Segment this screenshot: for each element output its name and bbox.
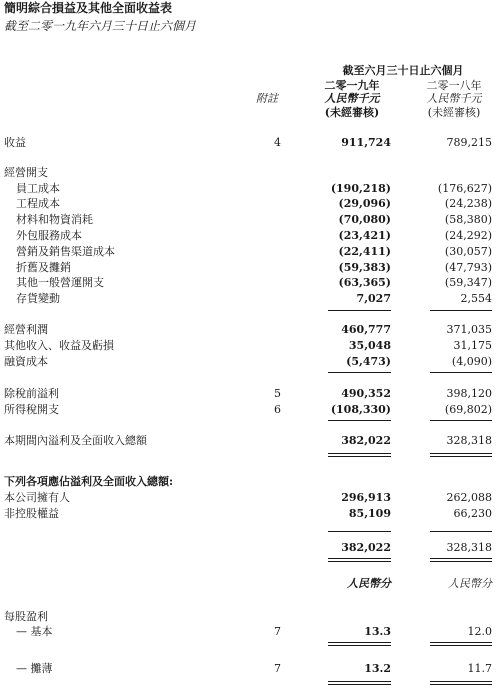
value-2019: (63,365) xyxy=(338,276,391,289)
double-rule xyxy=(328,453,391,457)
row-label: 外包服務成本 xyxy=(16,229,82,242)
value-2019: 382,022 xyxy=(341,434,391,447)
row-label: 折舊及攤銷 xyxy=(16,261,71,274)
row-label: — 基本 xyxy=(16,625,53,638)
section-heading: 每股盈利 xyxy=(4,610,48,623)
audit-2018-header: (未經審核) xyxy=(427,106,481,119)
note-header: 附註 xyxy=(256,92,278,105)
value-2019: (23,421) xyxy=(338,229,391,242)
section-heading: 下列各項應佔溢利及全面收入總額: xyxy=(4,475,174,488)
value-2018: (59,347) xyxy=(444,276,492,289)
rule xyxy=(430,310,492,311)
value-2019: 35,048 xyxy=(348,339,391,352)
row-label: 營銷及銷售渠道成本 xyxy=(16,245,115,258)
value-2019: (5,473) xyxy=(346,355,391,368)
value-2018: (4,090) xyxy=(451,355,492,368)
value-2019: (70,080) xyxy=(338,213,391,226)
value-2019: (190,218) xyxy=(330,182,391,195)
value-2019: 13.2 xyxy=(364,662,391,675)
unit-2019-header: 人民幣千元 xyxy=(324,92,380,105)
value-2018: (69,802) xyxy=(444,403,492,416)
rule xyxy=(328,531,391,532)
value-2019: 85,109 xyxy=(348,507,391,520)
row-label: 工程成本 xyxy=(16,197,60,210)
value-2018: 66,230 xyxy=(453,507,492,520)
value-2018: 371,035 xyxy=(446,323,492,336)
row-label: 經營利潤 xyxy=(4,323,48,336)
row-label: 本公司擁有人 xyxy=(4,491,70,504)
eps-unit-2018: 人民幣分 xyxy=(448,577,492,590)
eps-unit-2019: 人民幣分 xyxy=(347,577,391,590)
value-2018: 398,120 xyxy=(446,387,492,400)
value-2019: 911,724 xyxy=(341,136,391,149)
value-2018: (47,793) xyxy=(444,261,492,274)
period-header: 截至六月三十日止六個月 xyxy=(342,64,464,77)
rule xyxy=(430,420,492,421)
value-2019: 460,777 xyxy=(341,323,391,336)
row-label: 材料和物資消耗 xyxy=(16,213,93,226)
value-2018: (24,238) xyxy=(444,197,492,210)
page-title: 簡明綜合損益及其他全面收益表 xyxy=(4,1,173,15)
row-label: 所得稅開支 xyxy=(4,403,59,416)
value-2018: (176,627) xyxy=(437,182,492,195)
double-rule xyxy=(328,642,391,646)
row-label: — 攤薄 xyxy=(16,662,53,675)
value-2019: (22,411) xyxy=(338,245,391,258)
value-2019: (108,330) xyxy=(330,403,391,416)
value-2018: 262,088 xyxy=(446,491,492,504)
rule xyxy=(430,531,492,532)
row-label: 融資成本 xyxy=(4,355,48,368)
unit-2018-header: 人民幣千元 xyxy=(426,92,482,105)
value-2019: 296,913 xyxy=(341,491,391,504)
value-2018: (30,057) xyxy=(444,245,492,258)
row-label: 其他一般營運開支 xyxy=(16,276,104,289)
row-label: 本期間內溢利及全面收入總額 xyxy=(4,434,147,447)
value-2018: 328,318 xyxy=(446,541,492,554)
row-note: 4 xyxy=(274,136,281,149)
row-label: 非控股權益 xyxy=(4,507,59,520)
value-2018: 2,554 xyxy=(460,292,492,305)
double-rule xyxy=(328,681,391,685)
row-label: 收益 xyxy=(4,136,26,149)
value-2018: 31,175 xyxy=(453,339,492,352)
row-label: 存貨變動 xyxy=(16,292,60,305)
value-2019: 490,352 xyxy=(341,387,391,400)
value-2018: (24,292) xyxy=(444,229,492,242)
value-2019: (59,383) xyxy=(338,261,391,274)
row-label: 除稅前溢利 xyxy=(4,387,59,400)
row-note: 7 xyxy=(274,662,281,675)
double-rule xyxy=(430,642,492,646)
rule xyxy=(328,372,391,373)
rule xyxy=(430,372,492,373)
rule xyxy=(328,420,391,421)
value-2018: 11.7 xyxy=(467,662,492,675)
row-label: 其他收入、收益及虧損 xyxy=(4,339,114,352)
audit-2019-header: (未經審核) xyxy=(324,106,380,119)
year-2018-header: 二零一八年 xyxy=(426,79,482,92)
double-rule xyxy=(430,681,492,685)
row-label: 員工成本 xyxy=(16,182,60,195)
value-2018: (58,380) xyxy=(444,213,492,226)
value-2019: 13.3 xyxy=(364,625,391,638)
value-2019: (29,096) xyxy=(338,197,391,210)
page-subtitle: 截至二零一九年六月三十日止六個月 xyxy=(4,19,197,33)
double-rule xyxy=(430,453,492,457)
value-2018: 328,318 xyxy=(446,434,492,447)
rule xyxy=(328,310,391,311)
value-2019: 7,027 xyxy=(356,292,391,305)
year-2019-header: 二零一九年 xyxy=(324,79,380,92)
double-rule xyxy=(328,558,391,562)
row-note: 5 xyxy=(274,387,281,400)
row-note: 6 xyxy=(274,403,281,416)
section-heading: 經營開支 xyxy=(4,166,48,179)
double-rule xyxy=(430,558,492,562)
value-2018: 12.0 xyxy=(467,625,492,638)
value-2019: 382,022 xyxy=(341,541,391,554)
value-2018: 789,215 xyxy=(446,136,492,149)
row-note: 7 xyxy=(274,625,281,638)
